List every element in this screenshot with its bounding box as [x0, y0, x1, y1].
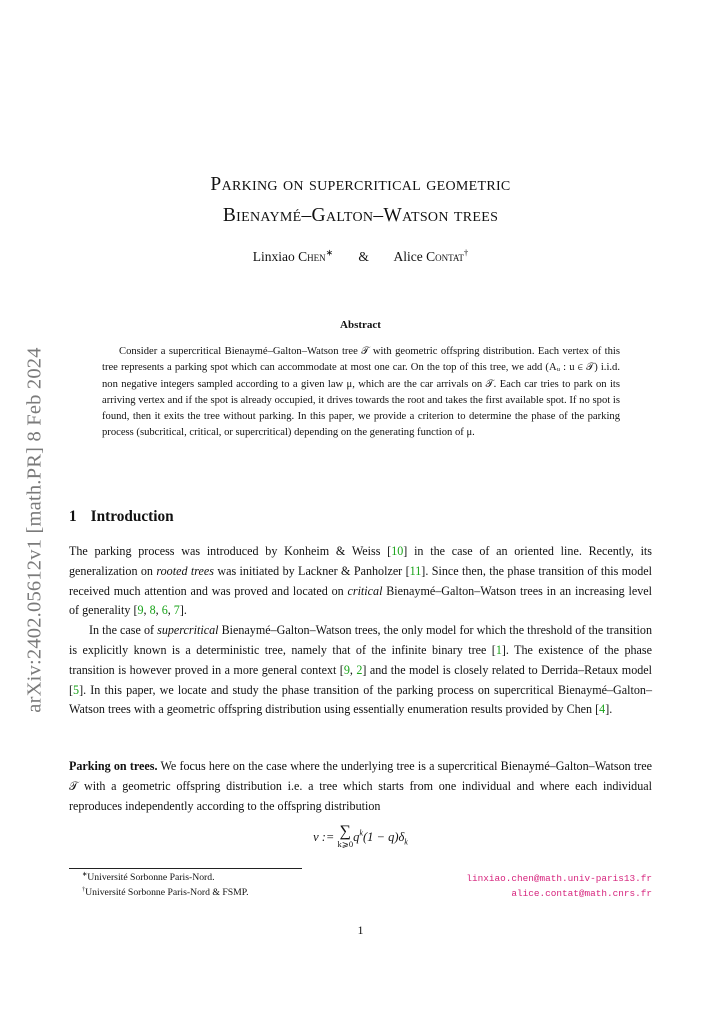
paragraph-2: In the case of supercritical Bienaymé–Galton–Watson trees, the only model for which the threshold of the transition is explicitly known is a deterministic tree, namely that of the infinite binary tree [1]. The existence of the phase transition is however proved in a more general context [9, 2] and the model is closely related to Derrida–Retaux model [5]. In this paper, we locate and study the phase transition of the parking process on supercritical Bienaymé–Galton–Watson trees with a geometric offspring distribution using essentially enumeration results provided by Chen [4]. — [69, 623, 653, 717]
author-2-first: Alice — [393, 249, 423, 264]
citation-link[interactable]: 4 — [599, 702, 606, 717]
citation-link[interactable]: 6 — [161, 603, 168, 618]
author-1 — [253, 249, 333, 264]
citation-link[interactable]: 8 — [149, 603, 156, 618]
title-initial-g: G — [311, 205, 326, 226]
citation-link[interactable]: 10 — [391, 544, 404, 558]
email-link-2[interactable]: alice.contat@math.cnrs.fr — [511, 888, 652, 899]
paragraph-3: Parking on trees. We focus here on the case where the underlying tree is a supercritical Bienaymé–Galton–Watson tree 𝒯 with a geometric offspring distribution i.e. a tree which starts from one individual and where each individual reproduces independently according to the offspring distribution — [69, 759, 652, 813]
footnote-rule — [69, 868, 302, 869]
author-2 — [393, 249, 468, 264]
author-2-last: Contat — [426, 249, 464, 264]
title-ienayme: ienaymé– — [236, 205, 312, 226]
citation-link[interactable]: 5 — [73, 682, 80, 697]
page-number: 1 — [357, 923, 364, 937]
abstract-body — [102, 344, 620, 442]
title-atson-trees: atson trees — [402, 205, 499, 226]
title-initial: P — [210, 174, 222, 195]
title-initial-b: B — [222, 205, 237, 226]
paper-title-line-2 — [0, 205, 721, 227]
author-separator: & — [358, 249, 369, 264]
eq-sum: ∑ k⩾0 — [337, 823, 354, 849]
author-list — [0, 249, 721, 265]
arxiv-stamp — [20, 310, 50, 750]
citation-link[interactable]: 9 — [343, 662, 350, 677]
section-heading — [69, 508, 174, 526]
citation-link[interactable]: 2 — [356, 662, 363, 677]
abstract-text: Consider a supercritical Bienaymé–Galton–Watson tree 𝒯 with geometric offspring distribution. Each vertex of this tree represents a parking spot which can accommodate at most one car. On the top of this tree, we add (Aᵤ : u ∈ 𝒯) i.i.d. non negative integers sampled according to a given law μ, which are the car arrivals on 𝒯. Each car tries to park on its arriving vertex and if the spot is already occupied, it drives towards the root and takes the first available spot. If no spot is found, then it exits the tree without parking. In this paper, we provide a criterion to determine the phase of the parking process (subcritical, critical, or supercritical) depending on the generating function of μ. — [102, 346, 620, 439]
offspring-equation: ν := ∑ k⩾0 $q^k(1 - q)\delta_k$ — [313, 823, 408, 849]
author-2-mark: † — [463, 247, 469, 258]
author-1-mark: ∗ — [325, 247, 333, 258]
abstract-heading: Abstract — [340, 319, 381, 331]
intro-paragraphs — [69, 542, 652, 720]
author-1-last: Chen — [298, 249, 326, 264]
footnote-1: ∗Université Sorbonne Paris-Nord. — [82, 870, 215, 883]
citation-link[interactable]: 7 — [173, 603, 180, 618]
arxiv-stamp-text: arXiv:2402.05612v1 [math.PR] 8 Feb 2024 — [23, 347, 46, 713]
paragraph-run-in-heading: Parking on trees. — [69, 759, 158, 773]
title-rest: arking on supercritical geometric — [221, 174, 511, 195]
section-title: Introduction — [90, 508, 174, 525]
title-alton: alton– — [325, 205, 384, 226]
eq-lhs: ν := — [313, 829, 338, 844]
title-initial-w: W — [383, 205, 403, 226]
parking-on-trees-paragraph — [69, 757, 652, 816]
paragraph-1: The parking process was introduced by Konheim & Weiss [10] in the case of an oriented line. Recently, its generalization on rooted trees was initiated by Lackner & Panholzer [11]. Since then, the phase transition of this model received much attention and was proved and located on critical Bienaymé–Galton–Watson trees in an increasing level of generality [9, 8, 6, 7]. — [69, 544, 652, 618]
author-1-first: Linxiao — [252, 249, 295, 264]
email-link-1[interactable]: linxiao.chen@math.univ-paris13.fr — [466, 873, 652, 884]
paper-title-line-1 — [0, 174, 721, 196]
section-number: 1 — [69, 508, 77, 525]
citation-link[interactable]: 9 — [137, 603, 144, 618]
footnote-2: †Université Sorbonne Paris-Nord & FSMP. — [82, 885, 249, 898]
citation-link[interactable]: 1 — [495, 642, 502, 657]
citation-link[interactable]: 11 — [409, 563, 422, 578]
